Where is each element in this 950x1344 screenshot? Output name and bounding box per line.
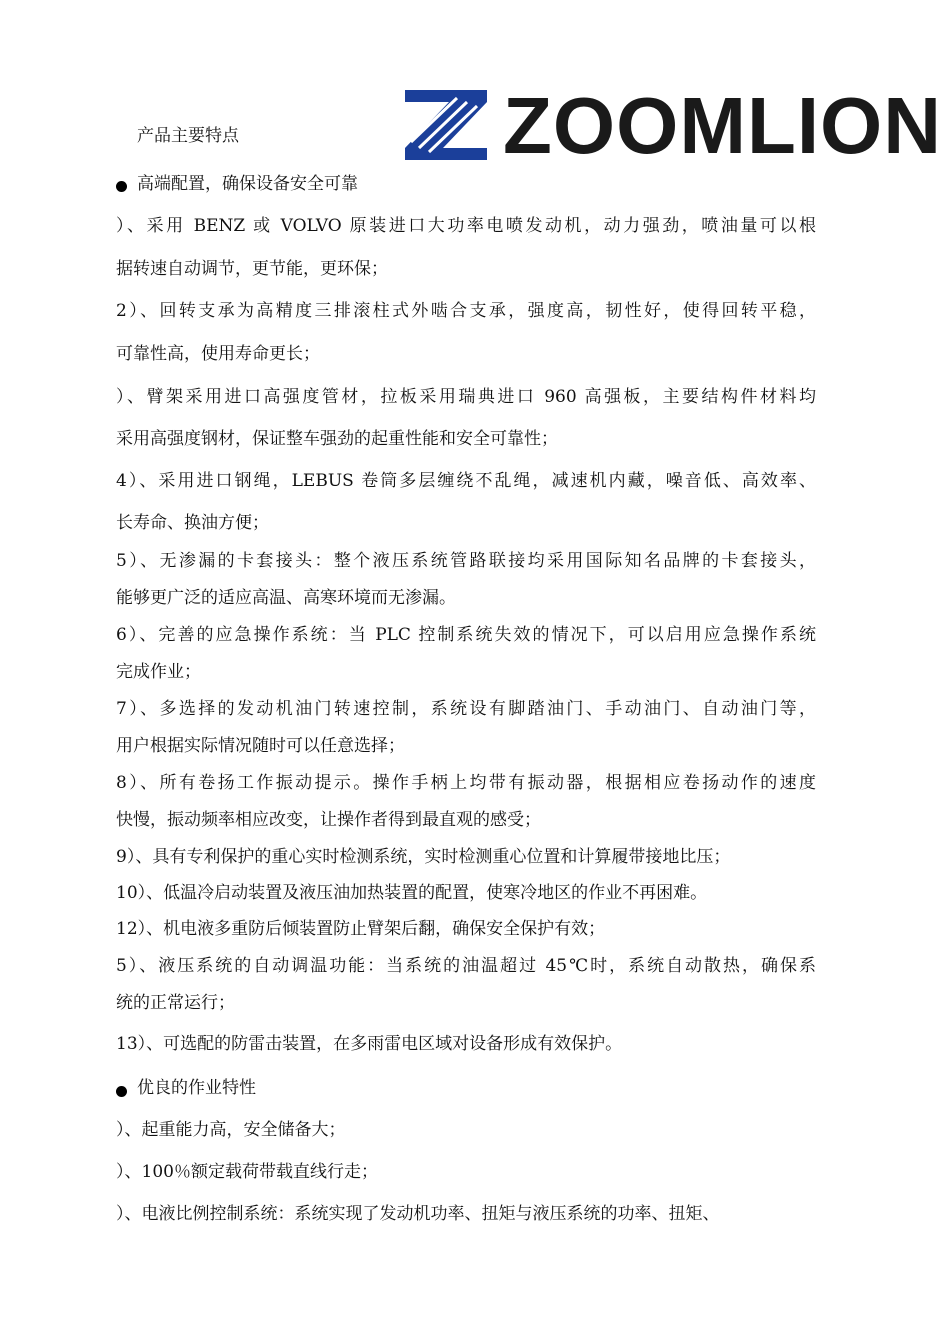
text-line: 据转速自动调节，更节能，更环保； (116, 259, 388, 279)
text-line: 13）、可选配的防雷击装置，在多雨雷电区域对设备形成有效保护。 (116, 1034, 623, 1054)
text-line: 2）、回转支承为高精度三排滚柱式外啮合支承，强度高，韧性好，使得回转平稳， (116, 301, 816, 321)
text-line: 用户根据实际情况随时可以任意选择； (116, 736, 405, 756)
text-line: ）、电液比例控制系统：系统实现了发动机功率、扭矩与液压系统的功率、扭矩、 (116, 1204, 720, 1224)
page-title: 产品主要特点 (137, 126, 239, 146)
section-heading-text: 优良的作业特性 (137, 1078, 256, 1098)
text-line: ）、臂架采用进口高强度管材，拉板采用瑞典进口 960 高强板，主要结构件材料均 (116, 387, 816, 407)
section-heading-text: 高端配置，确保设备安全可靠 (137, 174, 358, 194)
text-line: ）、起重能力高，安全储备大； (116, 1120, 346, 1140)
text-line: 7）、多选择的发动机油门转速控制，系统设有脚踏油门、手动油门、自动油门等， (116, 699, 816, 719)
text-line: 4）、采用进口钢绳，LEBUS 卷筒多层缠绕不乱绳，减速机内藏，噪音低、高效率、 (116, 471, 816, 491)
text-line: 能够更广泛的适应高温、高寒环境而无渗漏。 (116, 588, 456, 608)
text-line: 8）、所有卷扬工作振动提示。操作手柄上均带有振动器，根据相应卷扬动作的速度 (116, 773, 816, 793)
text-line: 5）、无渗漏的卡套接头：整个液压系统管路联接均采用国际知名品牌的卡套接头， (116, 551, 816, 571)
text-line: 9）、具有专利保护的重心实时检测系统，实时检测重心位置和计算履带接地比压； (116, 847, 731, 867)
text-line: 快慢，振动频率相应改变，让操作者得到最直观的感受； (116, 810, 541, 830)
text-line: 完成作业； (116, 662, 201, 682)
text-line: 5）、液压系统的自动调温功能：当系统的油温超过 45℃时，系统自动散热，确保系 (116, 956, 816, 976)
text-line: 可靠性高，使用寿命更长； (116, 344, 320, 364)
text-line: 12）、机电液多重防后倾装置防止臂架后翻，确保安全保护有效； (116, 919, 606, 939)
text-line: 长寿命、换油方便； (116, 513, 269, 533)
text-line: 采用高强度钢材，保证整车强劲的起重性能和安全可靠性； (116, 429, 558, 449)
text-line: ）、采用 BENZ 或 VOLVO 原装进口大功率电喷发动机，动力强劲，喷油量可以根 (116, 216, 816, 236)
section-heading (116, 166, 816, 203)
logo-wordmark: ZOOMLION (503, 90, 943, 160)
bullet-icon (116, 181, 127, 192)
bullet-icon (116, 1086, 127, 1097)
text-line: 6）、完善的应急操作系统：当 PLC 控制系统失效的情况下，可以启用应急操作系统 (116, 625, 816, 645)
zoomlion-logo (405, 90, 950, 160)
section-heading (116, 1067, 816, 1109)
zoomlion-emblem-icon (405, 90, 503, 160)
text-line: 10）、低温冷启动装置及液压油加热装置的配置，使寒冷地区的作业不再困难。 (116, 883, 708, 903)
document-body (116, 166, 816, 1235)
text-line: ）、100％额定载荷带载直线行走； (116, 1162, 378, 1182)
text-line: 统的正常运行； (116, 993, 235, 1013)
